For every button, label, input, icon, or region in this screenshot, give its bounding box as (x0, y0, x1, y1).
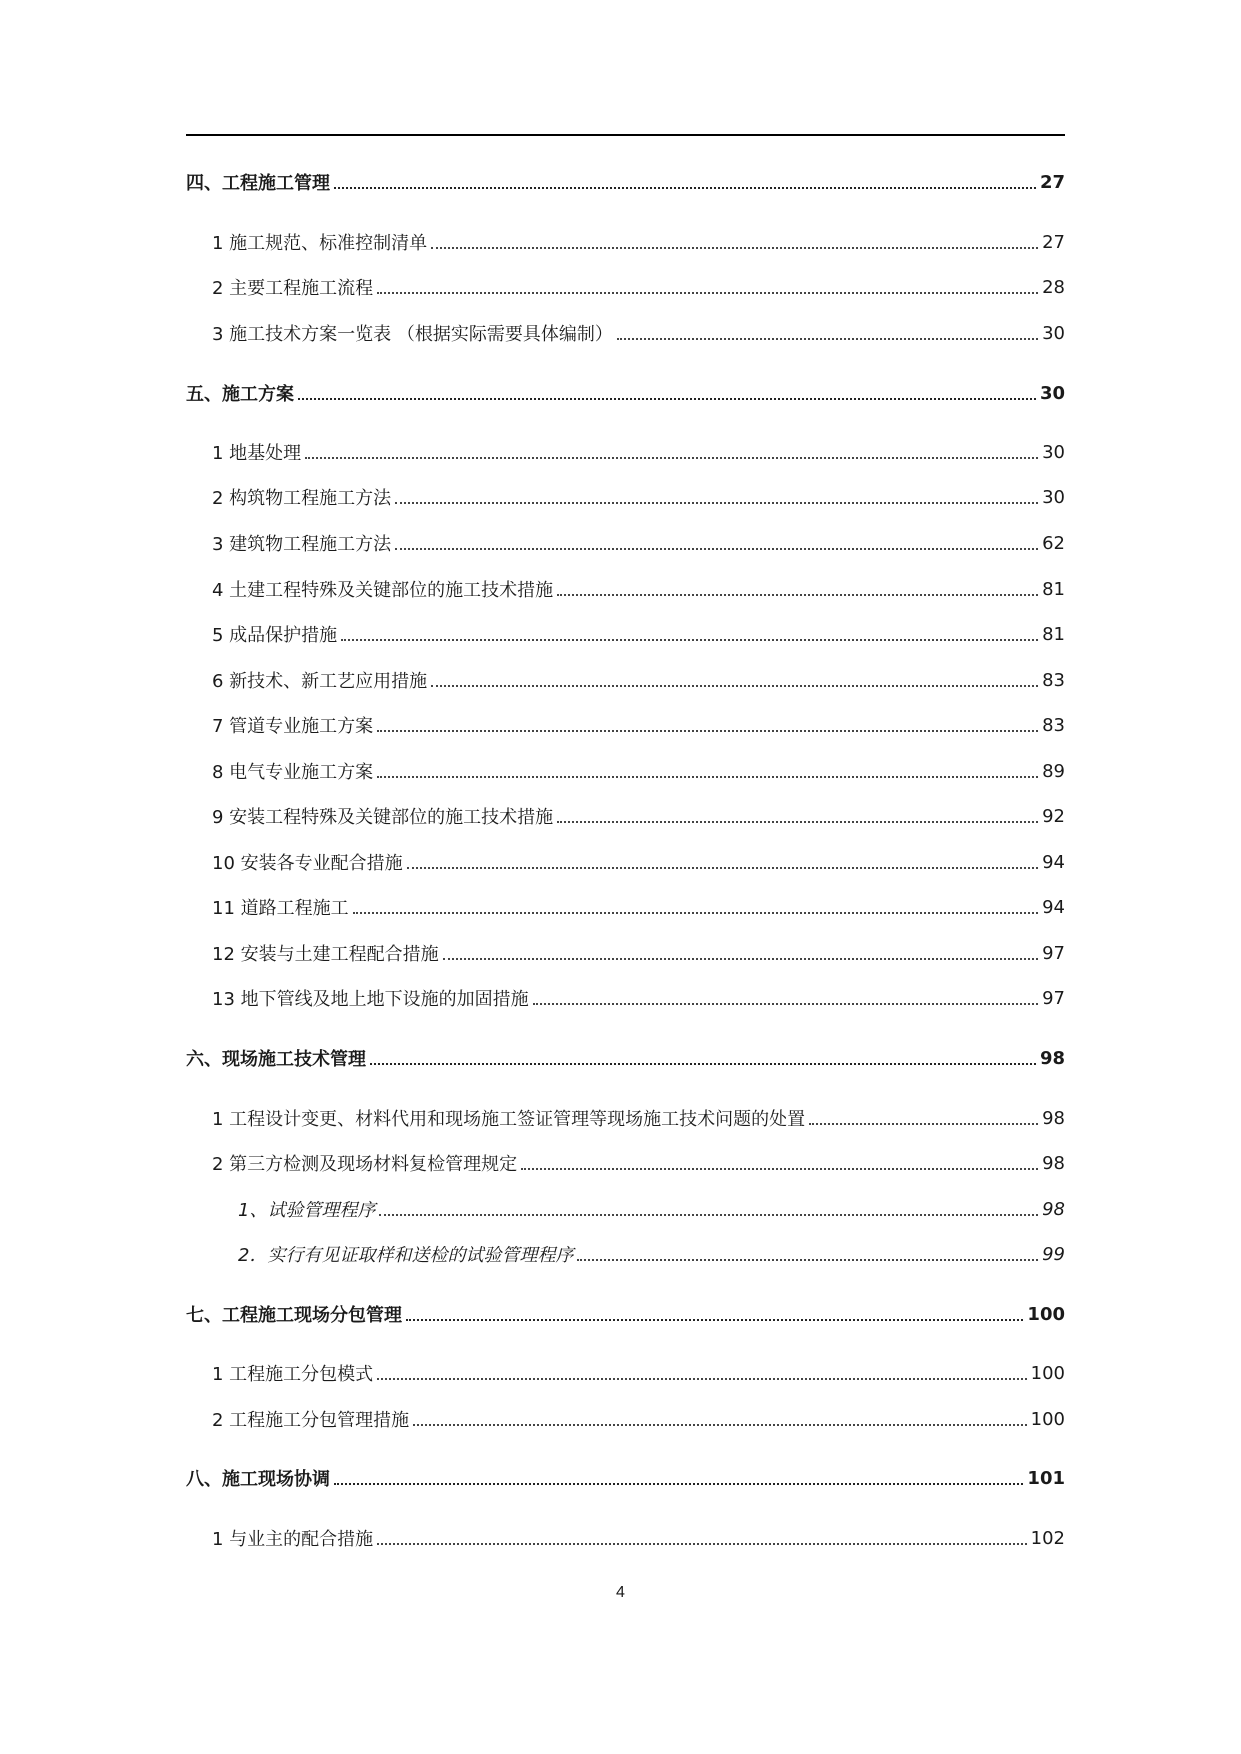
toc-entry-label: 2 构筑物工程施工方法 (212, 488, 392, 509)
toc-entry-page: 98 (1042, 1198, 1065, 1220)
toc-entry-label: 5 成品保护措施 (212, 625, 338, 646)
toc-entry-page: 98 (1042, 1107, 1065, 1129)
toc-entry[interactable] (186, 227, 1065, 257)
toc-entry-page: 89 (1042, 760, 1065, 782)
toc-entry[interactable] (186, 1463, 1065, 1493)
toc-entry-page: 101 (1027, 1467, 1065, 1489)
toc-entry-page: 98 (1039, 1047, 1065, 1069)
toc-entry-label: 11 道路工程施工 (212, 898, 349, 919)
toc-entry-label: 2 工程施工分包管理措施 (212, 1410, 410, 1431)
toc-entry-page: 83 (1042, 669, 1065, 691)
toc-entry-page: 98 (1042, 1152, 1065, 1174)
toc-entry-label: 七、工程施工现场分包管理 (186, 1305, 402, 1326)
dot-leader (406, 1319, 1023, 1321)
toc-entry-page: 94 (1042, 851, 1065, 873)
dot-leader (577, 1259, 1038, 1261)
toc-entry-page: 97 (1042, 987, 1065, 1009)
toc-entry[interactable] (186, 847, 1065, 877)
dot-leader (431, 685, 1038, 687)
toc-entry-page: 99 (1042, 1243, 1065, 1265)
toc-entry[interactable] (186, 378, 1065, 408)
toc-entry[interactable] (186, 1358, 1065, 1388)
dot-leader (379, 1214, 1038, 1216)
toc-entry-page: 27 (1039, 171, 1065, 193)
dot-leader (413, 1424, 1026, 1426)
toc-entry-label: 1、试验管理程序 (238, 1200, 376, 1221)
toc-entry[interactable] (186, 801, 1065, 831)
toc-entry[interactable] (186, 574, 1065, 604)
toc-entry[interactable] (186, 756, 1065, 786)
toc-entry-page: 27 (1042, 231, 1065, 253)
toc-entry[interactable] (186, 1148, 1065, 1178)
toc-entry-label: 1 与业主的配合措施 (212, 1529, 374, 1550)
dot-leader (443, 958, 1038, 960)
toc-entry-label: 7 管道专业施工方案 (212, 716, 374, 737)
toc-entry-label: 1 施工规范、标准控制清单 (212, 233, 428, 254)
page-number: 4 (616, 1584, 625, 1601)
toc-entry-page: 81 (1042, 623, 1065, 645)
toc-entry[interactable] (186, 1043, 1065, 1073)
toc-entry[interactable] (186, 272, 1065, 302)
toc-entry-label: 13 地下管线及地上地下设施的加固措施 (212, 989, 529, 1010)
toc-entry[interactable] (186, 1404, 1065, 1434)
toc-entry-page: 62 (1042, 532, 1065, 554)
toc-entry-label: 3 施工技术方案一览表 （根据实际需要具体编制） (212, 324, 613, 345)
toc-entry-page: 30 (1042, 441, 1065, 463)
toc-entry[interactable] (186, 892, 1065, 922)
dot-leader (395, 502, 1038, 504)
dot-leader (377, 776, 1038, 778)
toc-entry[interactable] (186, 167, 1065, 197)
toc-entry-label: 四、工程施工管理 (186, 173, 330, 194)
dot-leader (557, 821, 1038, 823)
toc-entry[interactable] (186, 1194, 1065, 1224)
toc-entry-label: 1 工程施工分包模式 (212, 1364, 374, 1385)
dot-leader (395, 548, 1038, 550)
toc-entry-label: 10 安装各专业配合措施 (212, 853, 403, 874)
dot-leader (377, 1543, 1026, 1545)
toc-entry[interactable] (186, 482, 1065, 512)
toc-entry[interactable] (186, 1103, 1065, 1133)
toc-entry-label: 1 地基处理 (212, 443, 302, 464)
toc-entry[interactable] (186, 938, 1065, 968)
toc-entry-page: 97 (1042, 942, 1065, 964)
toc-entry-page: 30 (1042, 322, 1065, 344)
toc-entry-page: 28 (1042, 276, 1065, 298)
dot-leader (557, 594, 1038, 596)
toc-entry-page: 30 (1039, 382, 1065, 404)
dot-leader (377, 292, 1038, 294)
dot-leader (353, 912, 1038, 914)
dot-leader (370, 1063, 1036, 1065)
toc-entry[interactable] (186, 318, 1065, 348)
toc-entry-page: 100 (1027, 1303, 1065, 1325)
toc-entry[interactable] (186, 983, 1065, 1013)
toc-entry-label: 8 电气专业施工方案 (212, 762, 374, 783)
dot-leader (305, 457, 1038, 459)
toc-entry[interactable] (186, 437, 1065, 467)
toc-entry-label: 2．实行有见证取样和送检的试验管理程序 (238, 1245, 574, 1266)
toc-entry-label: 2 主要工程施工流程 (212, 278, 374, 299)
toc-entry[interactable] (186, 528, 1065, 558)
toc-entry[interactable] (186, 1239, 1065, 1269)
dot-leader (298, 398, 1036, 400)
dot-leader (334, 1483, 1023, 1485)
dot-leader (809, 1123, 1038, 1125)
dot-leader (431, 247, 1038, 249)
toc-entry[interactable] (186, 1523, 1065, 1553)
header-rule (186, 134, 1065, 136)
toc-entry-label: 6 新技术、新工艺应用措施 (212, 671, 428, 692)
toc-entry[interactable] (186, 1299, 1065, 1329)
toc-entry-page: 94 (1042, 896, 1065, 918)
toc-entry-label: 4 土建工程特殊及关键部位的施工技术措施 (212, 580, 554, 601)
toc-entry[interactable] (186, 619, 1065, 649)
toc-entry-label: 六、现场施工技术管理 (186, 1049, 366, 1070)
toc-entry-label: 9 安装工程特殊及关键部位的施工技术措施 (212, 807, 554, 828)
dot-leader (407, 867, 1038, 869)
dot-leader (341, 639, 1038, 641)
dot-leader (377, 1378, 1026, 1380)
toc-entry[interactable] (186, 665, 1065, 695)
dot-leader (521, 1168, 1038, 1170)
toc-entry-page: 81 (1042, 578, 1065, 600)
toc-entry-page: 100 (1030, 1408, 1065, 1430)
dot-leader (334, 187, 1036, 189)
toc-entry-label: 八、施工现场协调 (186, 1469, 330, 1490)
toc-entry-page: 83 (1042, 714, 1065, 736)
toc-entry-label: 1 工程设计变更、材料代用和现场施工签证管理等现场施工技术问题的处置 (212, 1109, 806, 1130)
toc-entry-label: 12 安装与土建工程配合措施 (212, 944, 439, 965)
dot-leader (377, 730, 1038, 732)
dot-leader (617, 338, 1038, 340)
toc-entry-page: 100 (1030, 1362, 1065, 1384)
toc-entry-page: 92 (1042, 805, 1065, 827)
toc-entry[interactable] (186, 710, 1065, 740)
toc-entry-label: 3 建筑物工程施工方法 (212, 534, 392, 555)
dot-leader (533, 1003, 1038, 1005)
toc-entry-label: 2 第三方检测及现场材料复检管理规定 (212, 1154, 518, 1175)
toc-entry-label: 五、施工方案 (186, 384, 294, 405)
toc-entry-page: 102 (1030, 1527, 1065, 1549)
toc-entry-page: 30 (1042, 486, 1065, 508)
